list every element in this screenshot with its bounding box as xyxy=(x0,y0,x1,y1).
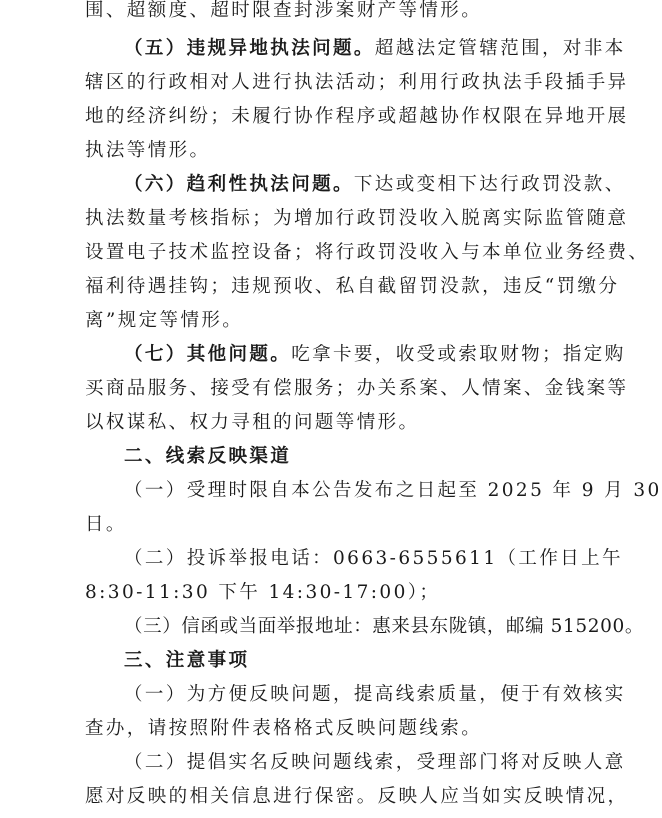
paragraph-line: 辖区的行政相对人进行执法活动；利用行政执法手段插手异 xyxy=(85,72,629,93)
paragraph-line: 地的经济纠纷；未履行协作程序或超越协作权限在异地开展 xyxy=(85,106,629,127)
paragraph-line: （六）趋利性执法问题。下达或变相下达行政罚没款、 xyxy=(124,174,626,195)
paragraph-line: （一）为方便反映问题，提高线索质量，便于有效核实 xyxy=(124,684,626,705)
paragraph-line: 执法等情形。 xyxy=(85,140,211,161)
item-heading: （六）趋利性执法问题。 xyxy=(124,174,354,195)
paragraph-line: （五）违规异地执法问题。超越法定管辖范围，对非本 xyxy=(124,38,626,59)
paragraph-line: 离”规定等情形。 xyxy=(85,310,244,331)
paragraph-line: 设置电子技术监控设备；将行政罚没收入与本单位业务经费、 xyxy=(85,242,650,263)
paragraph-line: 8:30-11:30 下午 14:30-17:00）； xyxy=(85,582,441,603)
paragraph-line: （二）提倡实名反映问题线索，受理部门将对反映人意 xyxy=(124,752,626,773)
paragraph-line: 查办，请按照附件表格格式反映问题线索。 xyxy=(85,718,483,739)
paragraph-line: 愿对反映的相关信息进行保密。反映人应当如实反映情况， xyxy=(85,786,629,807)
section-heading: 三、注意事项 xyxy=(124,650,250,671)
item-heading: （七）其他问题。 xyxy=(124,344,292,365)
paragraph-line: （三）信函或当面举报地址：惠来县东陇镇，邮编 515200。 xyxy=(124,616,645,637)
paragraph-line: 围、超额度、超时限查封涉案财产等情形。 xyxy=(85,0,483,21)
paragraph-line: 以权谋私、权力寻租的问题等情形。 xyxy=(85,412,420,433)
item-heading: （五）违规异地执法问题。 xyxy=(124,38,375,59)
paragraph-line: （二）投诉举报电话：0663-6555611（工作日上午 xyxy=(124,548,623,569)
paragraph-line: 买商品服务、接受有偿服务；办关系案、人情案、金钱案等 xyxy=(85,378,629,399)
paragraph-line: 日。 xyxy=(85,514,127,535)
paragraph-line: 福利待遇挂钩；违规预收、私自截留罚没款，违反“罚缴分 xyxy=(85,276,620,297)
paragraph-line: （七）其他问题。吃拿卡要，收受或索取财物；指定购 xyxy=(124,344,626,365)
paragraph-line: （一）受理时限自本公告发布之日起至 2025 年 9 月 30 xyxy=(124,480,662,501)
paragraph-line: 执法数量考核指标；为增加行政罚没收入脱离实际监管随意 xyxy=(85,208,629,229)
section-heading: 二、线索反映渠道 xyxy=(124,446,292,467)
